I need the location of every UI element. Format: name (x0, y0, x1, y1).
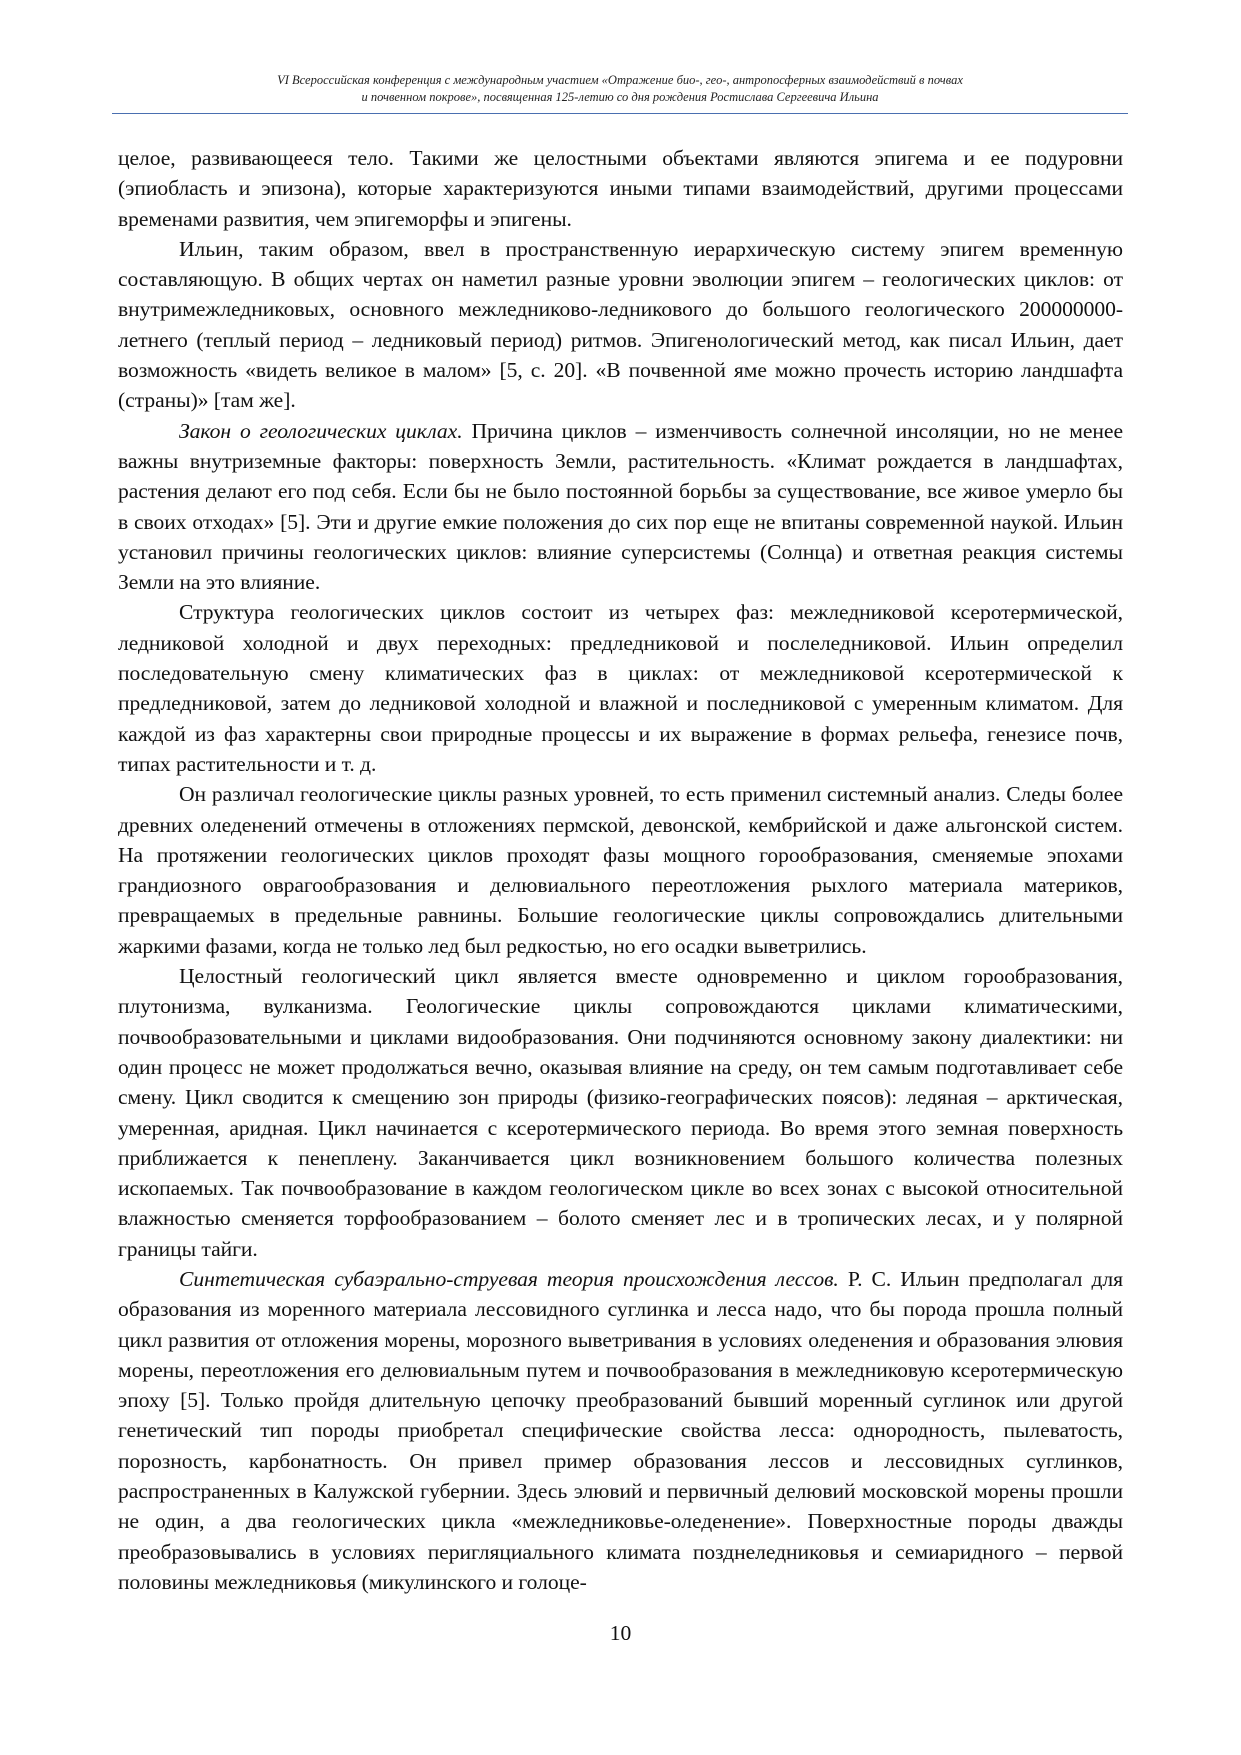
running-header (112, 72, 1128, 106)
paragraph-1 (118, 143, 1123, 234)
paragraph-text: Структура геологических циклов состоит из четырех фаз: межледниковой ксеротермической, ледниковой холодной и двух переходных: предледниковой и послеледниковой. Ильин определил последовательную смену климатических фаз в циклах: от межледниковой ксеротермической к предледниковой, затем до ледниковой холодной и влажной и последниковой с умеренным климатом. Для каждой из фаз характерны свои природные процессы и их выражение в формах рельефа, генезисе почв, типах растительности и т. д. (118, 600, 1123, 776)
paragraph-5 (118, 779, 1123, 961)
paragraph-3 (118, 416, 1123, 598)
paragraph-6 (118, 961, 1123, 1264)
paragraph-text: Он различал геологические циклы разных уровней, то есть применил системный анализ. Следы более древних оледенений отмечены в отложениях пермской, девонской, кембрийской и даже альгонской систем. На протяжении геологических циклов проходят фазы мощного горообразования, сменяемые эпохами грандиозного оврагообразования и делювиального переотложения рыхлого материала материков, превращаемых в предельные равнины. Большие геологические циклы сопровождались длительными жаркими фазами, когда не только лед был редкостью, но его осадки выветрились. (118, 782, 1123, 958)
header-divider (112, 113, 1128, 114)
paragraph-text: Целостный геологический цикл является вместе одновременно и циклом горообразования, плутонизма, вулканизма. Геологические циклы сопровождаются циклами климатическими, почвообразовательными и циклами видообразования. Они подчиняются основному закону диалектики: ни один процесс не может продолжаться вечно, оказывая влияние на среду, он тем самым подготавливает себе смену. Цикл сводится к смещению зон природы (физико-географических поясов): ледяная – арктическая, умеренная, аридная. Цикл начинается с ксеротермического периода. Во время этого земная поверхность приближается к пенеплену. Заканчивается цикл возникновением большого количества полезных ископаемых. Так почвообразование в каждом геологическом цикле во всех зонах с высокой относительной влажностью сменяется торфообразованием – болото сменяет лес и в тропических лесах, и у полярной границы тайги. (118, 964, 1123, 1261)
paragraph-text: Ильин, таким образом, ввел в пространственную иерархическую систему эпигем временную составляющую. В общих чертах он наметил разные уровни эволюции эпигем – геологических циклов: от внутримежледниковых, основного межледниково-ледникового до большого геологического 200000000-летнего (теплый период – ледниковый период) ритмов. Эпигенологический метод, как писал Ильин, дает возможность «видеть великое в малом» [5, с. 20]. «В почвенной яме можно прочесть историю ландшафта (страны)» [там же]. (118, 236, 1123, 413)
running-header-line-1: VI Всероссийская конференция с международным участием «Отражение био-, гео-, антропосферных взаимодействий в почвах (277, 73, 963, 87)
paragraph-2 (118, 234, 1123, 416)
section-heading-loess-theory: Синтетическая субаэрально-струевая теория происхождения лессов. (179, 1266, 839, 1291)
running-header-line-2: и почвенном покрове», посвященная 125-летию со дня рождения Ростислава Сергеевича Ильина (361, 90, 879, 104)
paragraph-text: Причина циклов – изменчивость солнечной инсоляции, но не менее важны внутриземные факторы: поверхность Земли, растительность. «Климат рождается в ландшафтах, растения делают его под себя. Если бы не было постоянной борьбы за существование, все живое умерло бы в своих отходах» [5]. Эти и другие емкие положения до сих пор еще не впитаны современной наукой. Ильин установил причины геологических циклов: влияние суперсистемы (Солнца) и ответная реакция системы Земли на это влияние. (118, 418, 1123, 595)
section-heading-geological-cycles-law: Закон о геологических циклах. (179, 418, 463, 443)
page-number: 10 (609, 1621, 632, 1645)
paragraph-7 (118, 1264, 1123, 1597)
paragraph-text: целое, развивающееся тело. Такими же целостными объектами являются эпигема и ее подуровни (эпиобласть и эпизона), которые характеризуются иными типами взаимодействий, другими процессами временами развития, чем эпигеморфы и эпигены. (118, 146, 1123, 231)
page-body (118, 143, 1123, 1597)
paragraph-text: Р. С. Ильин предполагал для образования из моренного материала лессовидного суглинка и лесса надо, что бы порода прошла полный цикл развития от отложения морены, морозного выветривания в условиях оледенения и образования элювия морены, переотложения его делювиальным путем и почвообразования в межледниковую ксеротермическую эпоху [5]. Только пройдя длительную цепочку преобразований бывший моренный суглинок или другой генетический тип породы приобретал специфические свойства лесса: однородность, пылеватость, порозность, карбонатность. Он привел пример образования лессов и лессовидных суглинков, распространенных в Калужской губернии. Здесь элювий и первичный делювий московской морены прошли не один, а два геологических цикла «межледниковье-оледенение». Поверхностные породы дважды преобразовывались в условиях перигляциального климата позднеледниковья и семиаридного – первой половины межледниковья (микулинского и голоце- (118, 1266, 1123, 1594)
paragraph-4 (118, 597, 1123, 779)
